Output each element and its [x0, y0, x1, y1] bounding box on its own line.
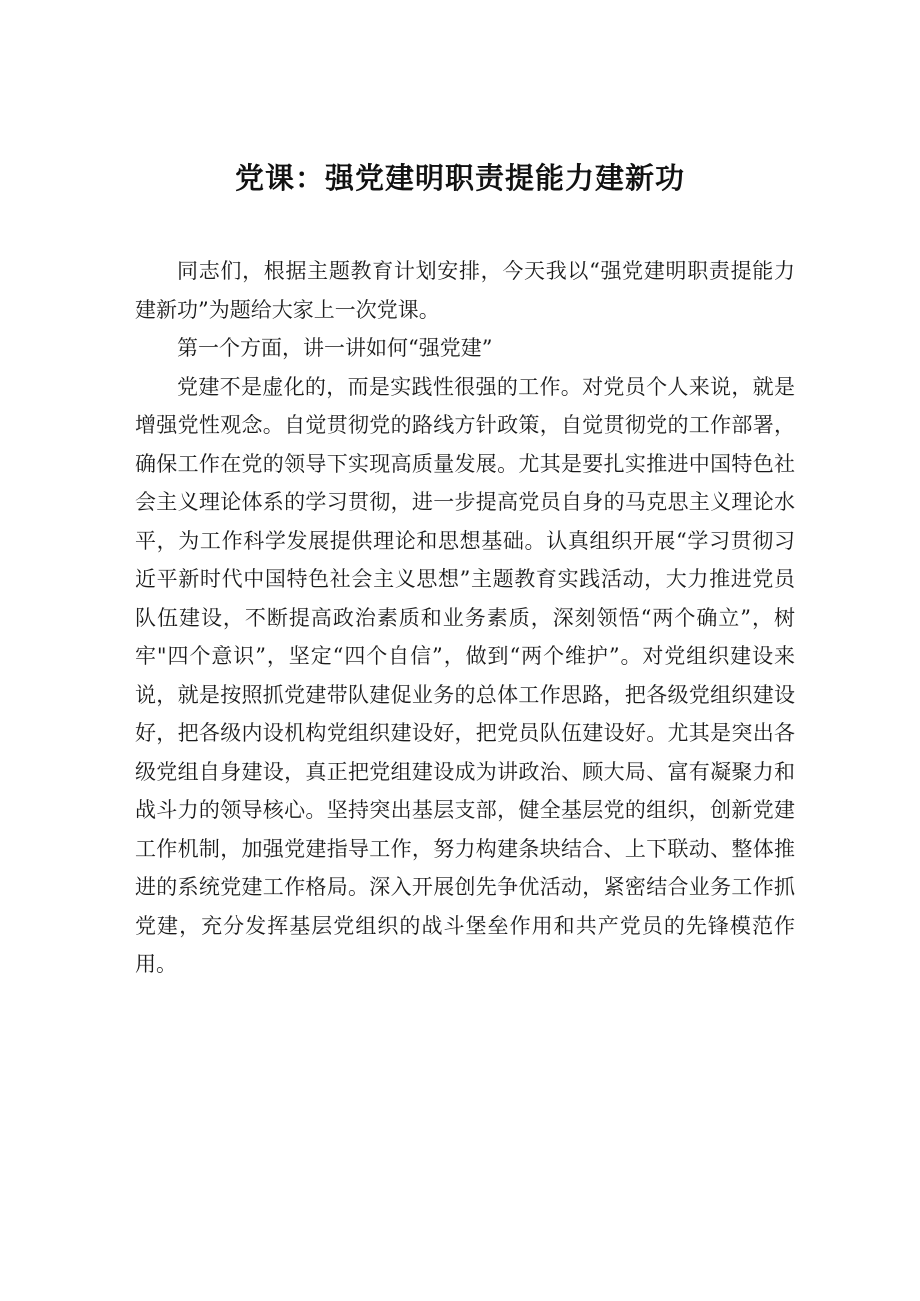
paragraph-party-building: 党建不是虚化的，而是实践性很强的工作。对党员个人来说，就是增强党性观念。自觉贯彻党的路线方针政策，自觉贯彻党的工作部署，确保工作在党的领导下实现高质量发展。尤其是要扎实推进中国特色社会主义理论体系的学习贯彻，进一步提高党员自身的马克思主义理论水平，为工作科学发展提供理论和思想基础。认真组织开展“学习贯彻习近平新时代中国特色社会主义思想”主题教育实践活动，大力推进党员队伍建设，不断提高政治素质和业务素质，深刻领悟“两个确立”，树牢"四个意识”，坚定“四个自信”，做到“两个维护”。对党组织建设来说，就是按照抓党建带队建促业务的总体工作思路，把各级党组织建设好，把各级内设机构党组织建设好，把党员队伍建设好。尤其是突出各级党组自身建设，真正把党组建设成为讲政治、顾大局、富有凝聚力和战斗力的领导核心。坚持突出基层支部，健全基层党的组织，创新党建工作机制，加强党建指导工作，努力构建条块结合、上下联动、整体推进的系统党建工作格局。深入开展创先争优活动，紧密结合业务工作抓党建，充分发挥基层党组织的战斗堡垒作用和共产党员的先锋模范作用。	[135, 374, 795, 976]
document-title: 党课：强党建明职责提能力建新功	[234, 161, 685, 195]
document-body	[135, 252, 795, 984]
paragraph-intro: 同志们，根据主题教育计划安排，今天我以“强党建明职责提能力建新功”为题给大家上一次党课。	[135, 259, 795, 322]
section-heading: 第一个方面，讲一讲如何“强党建”	[177, 336, 493, 360]
